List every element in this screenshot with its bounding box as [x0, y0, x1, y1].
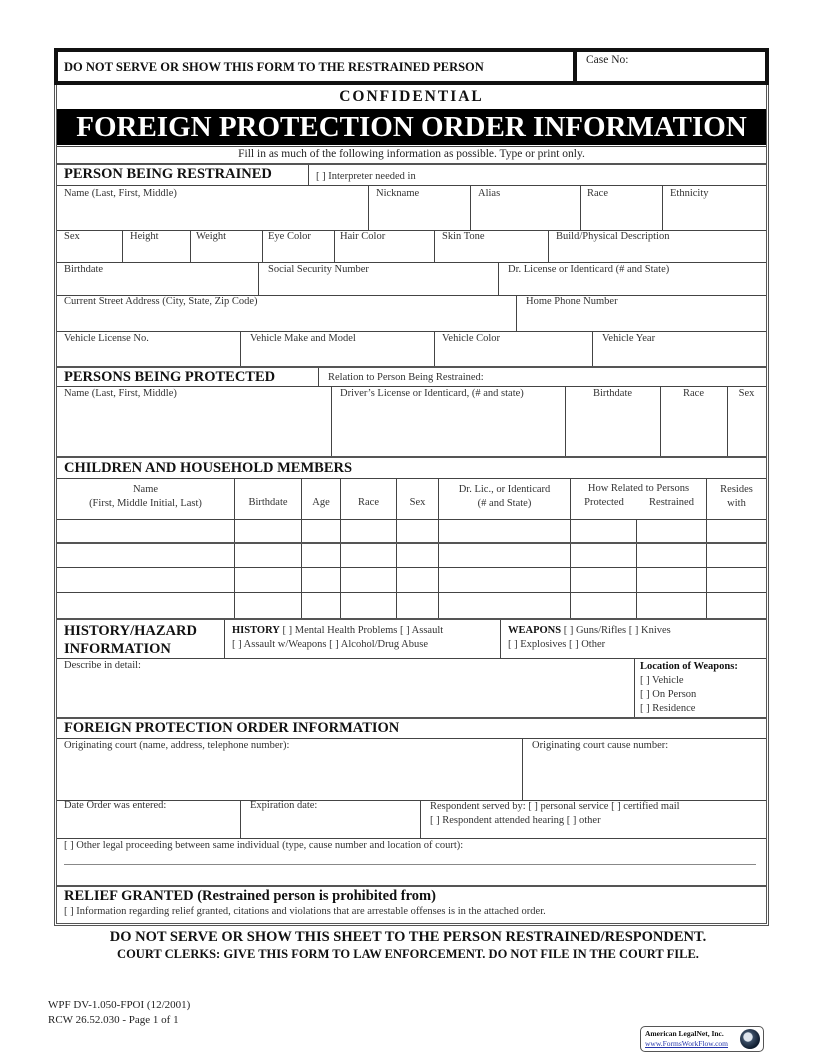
weapons-options-line1[interactable]: [ ] Guns/Rifles [ ] Knives [563, 625, 671, 636]
divider [57, 185, 766, 186]
divider [308, 165, 309, 185]
badge-link[interactable]: www.FormsWorkFlow.com [645, 1039, 729, 1048]
ethnicity-label: Ethnicity [670, 188, 709, 199]
cause-number-field[interactable] [524, 754, 764, 798]
form-title-text: FOREIGN PROTECTION ORDER INFORMATION [76, 111, 747, 143]
vehicle-year-label: Vehicle Year [602, 333, 656, 344]
weapons-location [640, 660, 738, 716]
address-label: Current Street Address (City, State, Zip Code) [64, 296, 258, 307]
sex-label: Sex [64, 231, 80, 242]
badge-line1: American LegalNet, Inc. [645, 1029, 724, 1038]
child-license-header-line1: Dr. Lic., or Identicard [458, 484, 551, 495]
served-options-line2[interactable]: [ ] Respondent attended hearing [ ] other [430, 815, 601, 826]
divider [240, 800, 241, 838]
child-resides-header [707, 483, 766, 511]
orig-court-label: Originating court (name, address, telephone number): [64, 740, 290, 751]
divider [190, 230, 191, 262]
legalnet-badge[interactable] [640, 1026, 764, 1052]
history-options[interactable] [232, 624, 443, 652]
child-license-header-line2: (# and State) [477, 498, 532, 509]
divider [592, 331, 593, 366]
top-warning-divider [573, 48, 577, 85]
weight-field[interactable] [192, 245, 262, 261]
hair-color-field[interactable] [336, 245, 432, 261]
case-no-label: Case No: [586, 54, 629, 66]
child-related-header: How Related to Persons [587, 483, 690, 494]
divider [240, 331, 241, 366]
divider [262, 230, 263, 262]
children-section-title: CHILDREN AND HOUSEHOLD MEMBERS [64, 460, 353, 476]
divider [434, 230, 435, 262]
divider [334, 230, 335, 262]
weapons-options-line2[interactable]: [ ] Explosives [ ] Other [508, 639, 606, 650]
divider [122, 230, 123, 262]
race-label: Race [587, 188, 608, 199]
protected-sex-label: Sex [738, 388, 755, 399]
location-on-person-checkbox[interactable]: [ ] On Person [640, 689, 697, 700]
child-birthdate-header: Birthdate [248, 497, 288, 508]
section-divider [57, 163, 766, 165]
vehicle-make-label: Vehicle Make and Model [250, 333, 356, 344]
divider [662, 185, 663, 230]
cause-number-label: Originating court cause number: [532, 740, 669, 751]
footer-warning-1: DO NOT SERVE OR SHOW THIS SHEET TO THE PERSON RESTRAINED/RESPONDENT. [109, 929, 707, 945]
location-residence-checkbox[interactable]: [ ] Residence [640, 703, 696, 714]
child-related-restrained-header: Restrained [649, 497, 694, 508]
case-no-field[interactable] [580, 68, 765, 82]
divider [434, 331, 435, 366]
child-row-3[interactable] [58, 568, 765, 591]
divider [548, 230, 549, 262]
eye-color-label: Eye Color [268, 231, 311, 242]
divider [498, 262, 499, 295]
protected-name-field[interactable] [58, 403, 328, 453]
divider [500, 620, 501, 658]
child-related-protected-header: Protected [584, 497, 624, 508]
served-options-line1[interactable]: Respondent served by: [ ] personal service [ ] certified mail [430, 801, 680, 812]
race-field[interactable] [582, 202, 660, 228]
skin-tone-field[interactable] [436, 245, 546, 261]
vehicle-license-field[interactable] [58, 348, 238, 364]
expiration-label: Expiration date: [250, 800, 318, 811]
child-name-header [57, 483, 234, 511]
hair-color-label: Hair Color [340, 231, 386, 242]
divider [57, 331, 766, 332]
divider [318, 368, 319, 386]
date-entered-label: Date Order was entered: [64, 800, 167, 811]
protected-section-title: PERSONS BEING PROTECTED [64, 369, 276, 385]
license-label: Dr. License or Identicard (# and State) [508, 264, 670, 275]
child-resides-header-line2: with [727, 498, 746, 509]
describe-field[interactable] [58, 674, 632, 716]
rcw-page: RCW 26.52.030 - Page 1 of 1 [48, 1014, 179, 1026]
vehicle-license-label: Vehicle License No. [64, 333, 149, 344]
divider [516, 295, 517, 331]
weight-label: Weight [196, 231, 227, 242]
home-phone-field[interactable] [518, 310, 764, 330]
skin-tone-label: Skin Tone [442, 231, 485, 242]
sex-field[interactable] [58, 245, 120, 261]
relation-field[interactable] [510, 369, 764, 385]
height-label: Height [130, 231, 159, 242]
divider [57, 738, 766, 739]
history-section-title [64, 622, 197, 658]
instructions: Fill in as much of the following information as possible. Type or print only. [238, 148, 585, 160]
protected-birthdate-label: Birthdate [592, 388, 633, 399]
ssn-field[interactable] [260, 278, 496, 294]
child-row-2[interactable] [58, 545, 765, 566]
section-divider [57, 717, 766, 719]
child-license-header [439, 483, 570, 511]
home-phone-label: Home Phone Number [526, 296, 618, 307]
divider [522, 738, 523, 800]
protected-name-label: Name (Last, First, Middle) [64, 388, 177, 399]
other-proceeding-line[interactable] [64, 864, 756, 865]
child-row-1[interactable] [58, 520, 765, 542]
divider [470, 185, 471, 230]
divider [57, 262, 766, 263]
child-age-header: Age [312, 497, 330, 508]
child-name-header-line1: Name [132, 484, 159, 495]
alias-label: Alias [478, 188, 501, 199]
protected-license-field[interactable] [333, 403, 563, 453]
divider [258, 262, 259, 295]
top-warning-text: DO NOT SERVE OR SHOW THIS FORM TO THE RESTRAINED PERSON [64, 60, 484, 74]
name-label: Name (Last, First, Middle) [64, 188, 177, 199]
alias-field[interactable] [472, 202, 578, 228]
other-proceeding-checkbox[interactable]: [ ] Other legal proceeding between same individual (type, cause number and location of court): [64, 840, 464, 851]
height-field[interactable] [124, 245, 188, 261]
weapons-location-title: Location of Weapons: [640, 661, 738, 672]
restrained-section-title: PERSON BEING RESTRAINED [64, 166, 272, 182]
vehicle-make-field[interactable] [242, 348, 432, 364]
child-sex-header: Sex [409, 497, 426, 508]
protected-birthdate-field[interactable] [567, 403, 659, 453]
ethnicity-field[interactable] [664, 202, 764, 228]
section-divider [57, 456, 766, 458]
section-divider [57, 618, 766, 620]
child-resides-header-line1: Resides [720, 484, 753, 495]
relation-label: Relation to Person Being Restrained: [328, 372, 484, 383]
license-field[interactable] [500, 278, 764, 294]
form-title [57, 109, 766, 145]
build-field[interactable] [550, 245, 764, 261]
divider [57, 146, 766, 147]
divider [224, 620, 225, 658]
protected-license-label: Driver’s License or Identicard, (# and state) [340, 388, 524, 399]
divider [331, 386, 332, 456]
divider [368, 185, 369, 230]
vehicle-year-field[interactable] [594, 348, 764, 364]
form-id: WPF DV-1.050-FPOI (12/2001) [48, 999, 191, 1011]
history-options-line1[interactable]: [ ] Mental Health Problems [ ] Assault [282, 625, 444, 636]
history-title-line1: HISTORY/HAZARD [64, 623, 197, 639]
fpo-section-title: FOREIGN PROTECTION ORDER INFORMATION [64, 720, 400, 736]
divider [57, 838, 766, 839]
history-options-line2[interactable]: [ ] Assault w/Weapons [ ] Alcohol/Drug Abuse [232, 639, 429, 650]
confidential-label: CONFIDENTIAL [339, 88, 484, 105]
history-label: HISTORY [232, 625, 280, 636]
child-name-header-line2: (First, Middle Initial, Last) [89, 498, 202, 509]
divider [57, 542, 766, 544]
relief-attached-checkbox[interactable]: [ ] Information regarding relief granted, citations and violations that are arrestable offenses is in the attached order. [64, 906, 546, 917]
history-title-line2: INFORMATION [64, 641, 171, 657]
interpreter-needed-checkbox[interactable]: [ ] Interpreter needed in [316, 171, 416, 182]
describe-label: Describe in detail: [64, 660, 141, 671]
served-options[interactable] [430, 800, 680, 828]
relief-section-title: RELIEF GRANTED (Restrained person is prohibited from) [64, 888, 436, 904]
divider [580, 185, 581, 230]
nickname-field[interactable] [370, 202, 468, 228]
nickname-label: Nickname [376, 188, 420, 199]
section-divider [57, 366, 766, 368]
build-label: Build/Physical Description [556, 231, 670, 242]
protected-race-field[interactable] [662, 403, 726, 453]
address-field[interactable] [58, 310, 514, 330]
weapons-label: WEAPONS [508, 625, 562, 636]
date-entered-field[interactable] [58, 815, 238, 837]
child-row-4[interactable] [58, 593, 765, 617]
divider [420, 800, 421, 838]
weapons-options[interactable] [508, 624, 671, 652]
birthdate-label: Birthdate [64, 264, 104, 275]
birthdate-field[interactable] [58, 278, 256, 294]
expiration-field[interactable] [242, 815, 418, 837]
divider [634, 658, 635, 717]
vehicle-color-field[interactable] [436, 348, 590, 364]
divider [57, 478, 766, 479]
protected-sex-field[interactable] [729, 403, 765, 453]
protected-race-label: Race [683, 388, 704, 399]
restrained-name-field[interactable] [58, 202, 366, 228]
footer-warning-2: COURT CLERKS: GIVE THIS FORM TO LAW ENFORCEMENT. DO NOT FILE IN THE COURT FILE. [117, 947, 699, 961]
divider [57, 658, 766, 659]
section-divider [57, 885, 766, 887]
location-vehicle-checkbox[interactable]: [ ] Vehicle [640, 675, 684, 686]
eye-color-field[interactable] [264, 245, 334, 261]
globe-icon [740, 1029, 760, 1049]
orig-court-field[interactable] [58, 754, 520, 798]
child-race-header: Race [358, 497, 379, 508]
ssn-label: Social Security Number [268, 264, 369, 275]
vehicle-color-label: Vehicle Color [442, 333, 501, 344]
